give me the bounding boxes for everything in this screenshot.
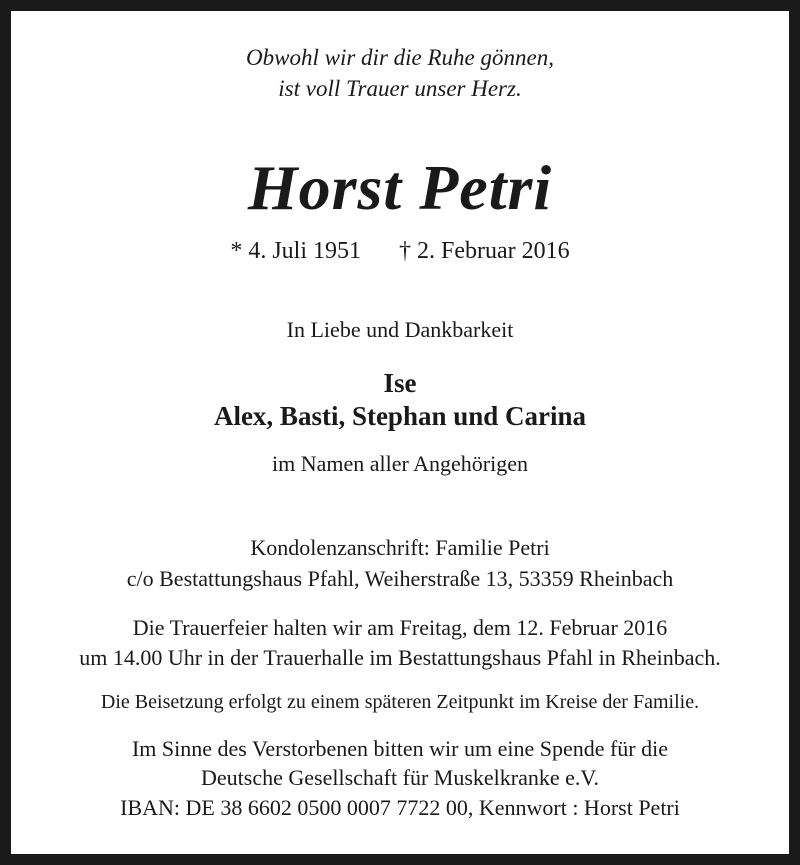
condolence-line-1: Kondolenzanschrift: Familie Petri	[250, 535, 550, 560]
funeral-line-2: um 14.00 Uhr in der Trauerhalle im Bestattungshaus Pfahl in Rheinbach.	[79, 645, 721, 670]
funeral-line-1: Die Trauerfeier halten wir am Freitag, dem 12. Februar 2016	[132, 615, 668, 640]
life-dates	[11, 238, 789, 265]
mourner-primary: Ise	[383, 368, 417, 398]
donation-line-1: Im Sinne des Verstorbenen bitten wir um eine Spende für die	[131, 736, 669, 761]
mourners-intro: In Liebe und Dankbarkeit	[286, 317, 514, 342]
death-date: † 2. Februar 2016	[399, 238, 570, 264]
deceased-name: Horst Petri	[247, 152, 553, 223]
birth-date: * 4. Juli 1951	[230, 238, 362, 264]
obituary-notice	[11, 11, 789, 854]
donation-line-2: Deutsche Gesellschaft für Muskelkranke e.V.	[201, 765, 599, 790]
mourner-children: Alex, Basti, Stephan und Carina	[213, 401, 587, 431]
donation-iban: IBAN: DE 38 6602 0500 0007 7722 00, Kennwort : Horst Petri	[120, 795, 680, 820]
condolence-line-2: c/o Bestattungshaus Pfahl, Weiherstraße 13, 53359 Rheinbach	[126, 566, 674, 591]
burial-note: Die Beisetzung erfolgt zu einem späteren Zeitpunkt im Kreise der Familie.	[100, 691, 700, 713]
mourner-relatives: im Namen aller Angehörigen	[272, 451, 528, 476]
poem-line-2: ist voll Trauer unser Herz.	[278, 76, 522, 101]
poem-line-1: Obwohl wir dir die Ruhe gönnen,	[246, 45, 554, 70]
